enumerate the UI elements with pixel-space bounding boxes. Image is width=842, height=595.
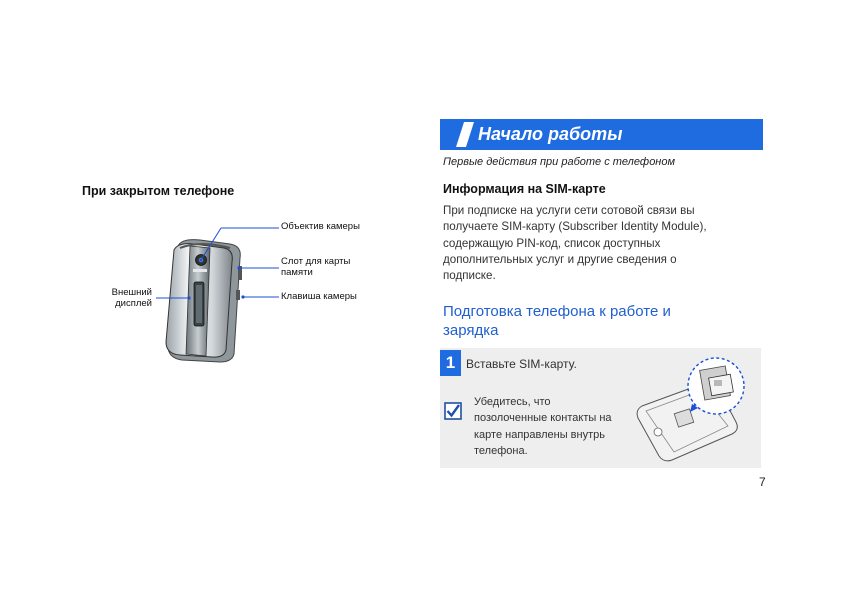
checkbox-note-icon [444, 402, 462, 420]
sim-insertion-illustration [632, 356, 760, 466]
step-instruction: Вставьте SIM-карту. [466, 357, 577, 371]
body-line: При подписке на услуги сети сотовой связи вы [443, 204, 695, 217]
banner-title: Начало работы [478, 124, 623, 144]
memory-slot-label-line: Слот для карты [281, 256, 351, 267]
note-line: карте направлены внутрь [474, 428, 605, 441]
phone-prep-heading [443, 303, 743, 340]
step-note [474, 394, 624, 459]
sim-info-heading: Информация на SIM-карте [443, 182, 606, 196]
camera-key-label: Клавиша камеры [281, 291, 357, 302]
sim-info-body [443, 203, 761, 284]
step-number-badge: 1 [440, 350, 461, 376]
memory-slot-label-line: памяти [281, 266, 313, 278]
external-display-label-line: дисплей [115, 297, 152, 309]
note-line: позолоченные контакты на [474, 412, 612, 425]
body-line: получаете SIM-карту (Subscriber Identity Module), [443, 220, 707, 234]
heading-line: Подготовка телефона к работе и [443, 303, 671, 320]
memory-slot-label [281, 257, 350, 278]
banner-slash-icon [454, 119, 476, 150]
note-line: телефона. [474, 444, 528, 457]
body-line: содержащую PIN-код, список доступных [443, 236, 661, 250]
note-line: Убедитесь, что [474, 396, 551, 408]
heading-line: зарядка [443, 321, 499, 339]
body-line: дополнительных услуг и другие сведения о [443, 252, 677, 266]
camera-lens-label: Объектив камеры [281, 221, 360, 232]
closed-phone-heading: При закрытом телефоне [82, 184, 235, 198]
body-line: подписке. [443, 269, 496, 283]
external-display-label [100, 288, 152, 309]
page-number: 7 [759, 475, 766, 489]
chapter-subtitle: Первые действия при работе с телефоном [443, 156, 676, 168]
external-display-label-line: Внешний [111, 287, 152, 298]
